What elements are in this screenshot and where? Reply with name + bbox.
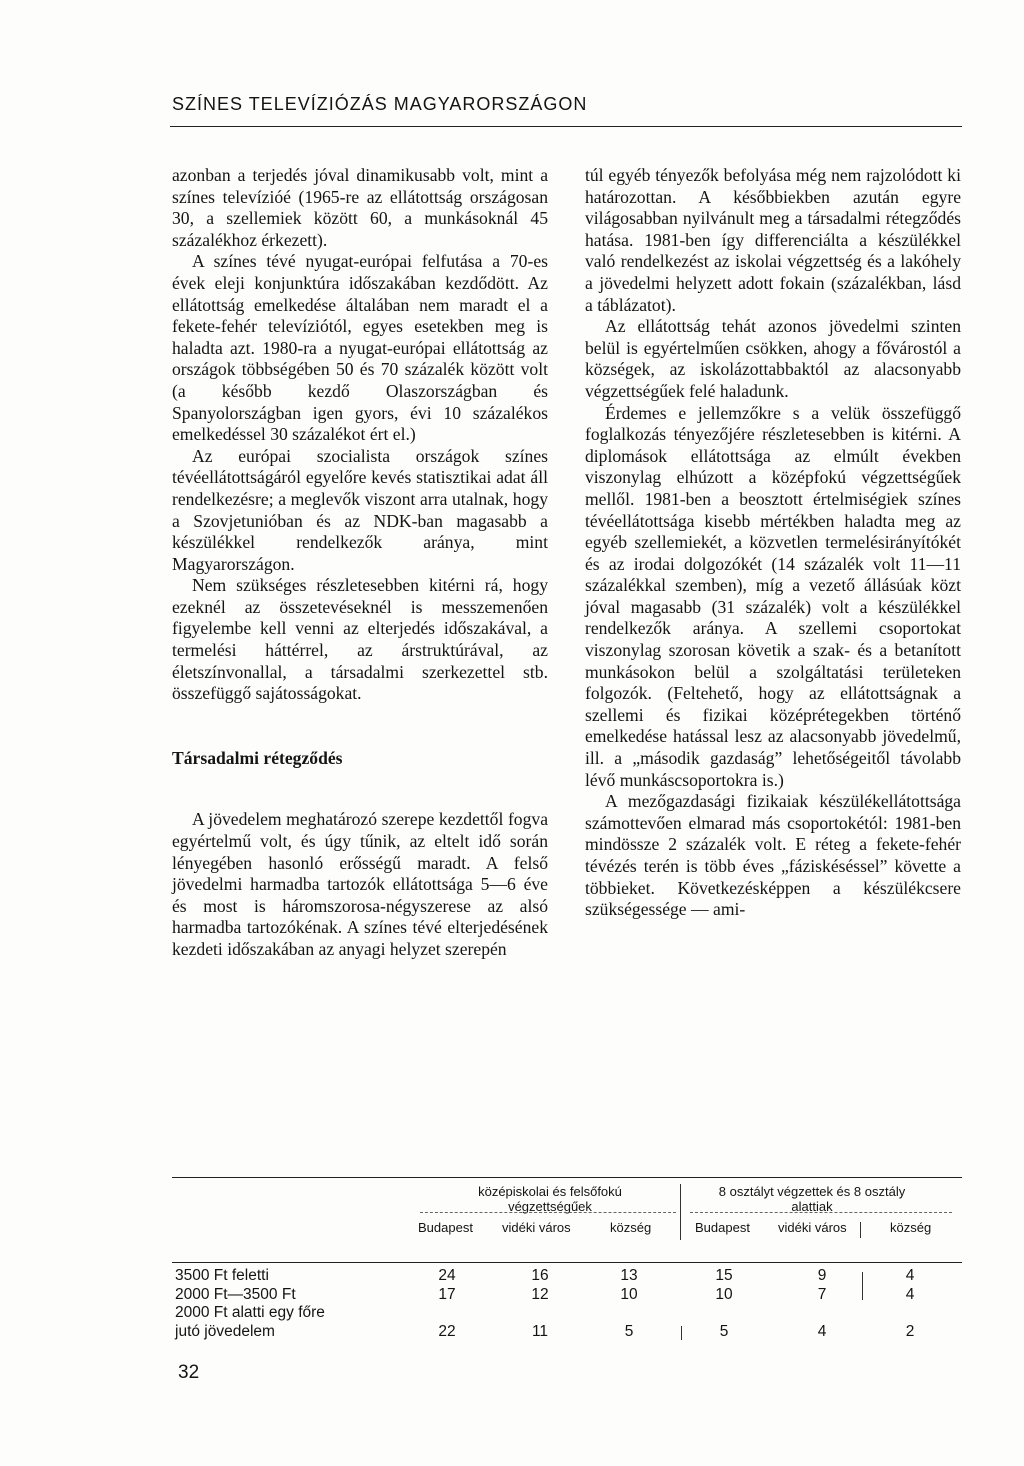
column-divider xyxy=(680,1184,681,1240)
table-cell: 13 xyxy=(620,1267,638,1284)
table-cell: 15 xyxy=(715,1267,733,1284)
subheader-budapest: Budapest xyxy=(418,1220,473,1235)
paragraph: Az ellátottság tehát azonos jövedelmi szinten belül is egyértelműen csökken, ahogy a fővárostól a községek, az iskolázottabbaktól az alacsonyabb végzettségűek felé haladunk. xyxy=(585,316,961,401)
paragraph: A jövedelem meghatározó szerepe kezdettől fogva egyértelmű volt, és úgy tűnik, az eltelt idő során lényegében hasonló erősségű maradt. A felső jövedelmi harmadba tartozók ellátottsága 5—6 éve és most is háromszorosa-négyszerese az alsó harmadba tartozókénak. A színes tévé elterjedésének kezdeti időszakában az anyagi helyzet szerepén xyxy=(172,809,548,959)
left-column xyxy=(172,165,548,961)
table-cell: 16 xyxy=(531,1267,549,1284)
column-divider xyxy=(681,1326,682,1340)
subheader-kozseg: község xyxy=(610,1220,652,1235)
table-row-label: 2000 Ft—3500 Ft xyxy=(175,1286,296,1303)
subheader-videki-varos: vidéki város xyxy=(502,1220,571,1235)
page-number: 32 xyxy=(178,1362,200,1383)
table-header-rule xyxy=(172,1262,962,1263)
group-underline xyxy=(420,1212,676,1213)
paragraph: A mezőgazdasági fizikaiak készülékellátottsága számottevően elmarad más csoportokétól: 1981-ben mindössze 2 százalék volt. E réteg a fekete-fehér tévézés terén is több éves „fáziskéséssel” követte a többieket. Következésképpen a készülékcsere szükségessége — ami- xyxy=(585,791,961,920)
paragraph: azonban a terjedés jóval dinamikusabb volt, mint a színes televízióé (1965-re az ellátottság országosan 30, a szellemiek között 60, a munkásoknál 45 százalékhoz érkezett). xyxy=(172,165,548,250)
subheader-videki-varos: vidéki város xyxy=(778,1220,847,1235)
table-cell: 9 xyxy=(817,1267,827,1284)
column-divider xyxy=(860,1222,861,1238)
table-cell: 7 xyxy=(817,1286,827,1303)
table-cell: 4 xyxy=(905,1267,915,1284)
column-divider xyxy=(862,1272,863,1300)
table-cell: 4 xyxy=(817,1323,827,1340)
group-underline xyxy=(690,1212,952,1213)
table-cell: 4 xyxy=(905,1286,915,1303)
right-column xyxy=(585,165,961,921)
table-cell: 22 xyxy=(438,1323,456,1340)
table-cell: 5 xyxy=(624,1323,634,1340)
table-row-label: 2000 Ft alatti egy főre xyxy=(175,1304,325,1321)
table-group-header-higher-education: középiskolai és felsőfokú végzettségűek xyxy=(478,1184,622,1214)
paragraph: Nem szükséges részletesebben kitérni rá, hogy ezeknél az összetevéseknél is messzemenően figyelembe kell venni az elterjedés időszakával, a termelési háttérrel, az árstruktúrával, az életszínvonallal, a társadalmi szerkezettel stb. összefüggő sajátosságokat. xyxy=(172,575,548,704)
table-cell: 11 xyxy=(531,1323,549,1340)
table-cell: 2 xyxy=(905,1323,915,1340)
table-cell: 10 xyxy=(620,1286,638,1303)
table-top-rule xyxy=(172,1177,962,1178)
table-cell: 17 xyxy=(438,1286,456,1303)
paragraph: A színes tévé nyugat-európai felfutása a 70-es évek eleji konjunktúra időszakában kezdődött. Az ellátottság emelkedése általában nem maradt el a fekete-fehér televíziótól, egyes esetekben meg is haladta azt. 1980-ra a nyugat-európai ellátottság az országok többségében 50 és 70 százalék között volt (a később kezdő Olaszországban és Spanyolországban igen gyors, évi 10 százalékos emelkedéssel 30 százalékot ért el.) xyxy=(172,251,548,445)
running-title: SZÍNES TELEVÍZIÓZÁS MAGYARORSZÁGON xyxy=(172,94,588,114)
paragraph: Érdemes e jellemzőkre s a velük összefüggő foglalkozás tényezőjére részletesebben is kitérni. A diplomások ellátottsága az elmúlt években viszonylag elhúzott a középfokú végzettségűek mellől. 1981-ben a beosztott értelmiségiek színes tévéellátottsága kisebb mértékben haladta meg az egyéb szellemiekét, a közvetlen termelésirányítókét és az irodai dolgozókét (14 százalék volt 11—11 százalékkal szemben), míg a vezető állásúak közt jóval magasabb (31 százalék) volt a készülékkel rendelkezők aránya. A szellemi csoportokat viszonylag szorosan követik a szak- és a betanított munkásokon belül a szolgáltatási területeken folgozók. (Feltehető, hogy az ellátottságnak a szellemi és fizikai középrétegekben történő emelkedése hatással lesz az alacsonyabb jövedelmű, ill. a „második gazdaság” lehetőségeitől távolabb lévő munkáscsoportokra is.) xyxy=(585,402,961,790)
subheader-budapest: Budapest xyxy=(695,1220,750,1235)
header-rule xyxy=(170,126,962,127)
table-row-label: 3500 Ft feletti xyxy=(175,1267,269,1284)
table-cell: 10 xyxy=(715,1286,733,1303)
section-heading: Társadalmi rétegződés xyxy=(172,747,343,768)
subheader-kozseg: község xyxy=(890,1220,932,1235)
table-row-label: jutó jövedelem xyxy=(175,1323,275,1340)
paragraph: Az európai szocialista országok színes tévéellátottságáról egyelőre kevés statisztikai adat áll rendelkezésre; a meglevők viszont arra utalnak, hogy a Szovjetunióban és az NDK-ban magasabb a készülékkel rendelkezők aránya, mint Magyarországon. xyxy=(172,445,548,574)
table-cell: 5 xyxy=(719,1323,729,1340)
table-cell: 12 xyxy=(531,1286,549,1303)
table-cell: 24 xyxy=(438,1267,456,1284)
table-group-header-primary-education: 8 osztályt végzettek és 8 osztály alattiak xyxy=(718,1184,906,1214)
paragraph: túl egyéb tényezők befolyása még nem rajzolódott ki határozottan. A későbbiekben azután egyre világosabban nyilvánult meg a társadalmi rétegződés hatása. 1981-ben így differenciálta a készülékkel való rendelkezést az iskolai végzettség és a lakóhely a jövedelmi helyzett adott fokain (százalékban, lásd a táblázatot). xyxy=(585,165,961,315)
